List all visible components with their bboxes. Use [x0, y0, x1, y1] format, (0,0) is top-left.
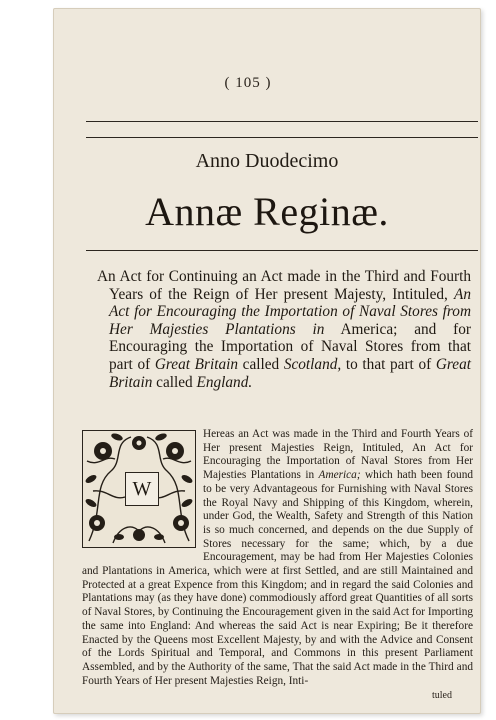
page-number: ( 105 )	[224, 75, 272, 91]
top-rule	[86, 121, 478, 122]
heading-rule	[86, 250, 478, 251]
act-title-italic-5: England.	[196, 373, 253, 391]
act-title-text-5: called	[152, 373, 197, 391]
anno-heading: Anno Duodecimo	[195, 150, 339, 172]
act-body-text-2: which hath been found to be very Advantageous for Furnishing with Naval Stores the Royal Navy and Shipping of this Kingdom, wherein, under God, the Wealth, Safety and Strength of this Nation is so much concerned, and depends on the due Supply of Stores necessary for the same; which, by a due Encouragement, may be had from Her Majesties Colonies and Plantations in America, which were at first Settled, and are still Maintained and Protected at a great Expence from this Kingdom; and in regard the said Colonies and Plantations may (as they have done) commodiously afford great Quantities of all sorts of Naval Stores, by Continuing the Encouragement given in the said Act for Importing the same into England: And whereas the said Act is near Expiring; Be it therefore Enacted by the Queens most Excellent Majesty, by and with the Advice and Consent of the Lords Spiritual and Temporal, and Commons in this present Parliament Assembled, and by the Authority of the same, That the said Act made in the Third and Fourth Years of Her present Majesties Reign, Inti-	[82, 469, 473, 687]
act-title	[97, 268, 471, 391]
act-title-italic-4: Great Britain	[109, 355, 471, 391]
reign-heading: Annæ Reginæ.	[145, 189, 389, 234]
act-title-text-1: An Act for Continuing an Act made in the Third and Fourth Years of the Reign of Her present Majesty, Intituled,	[97, 268, 471, 303]
floral-woodcut-icon	[82, 430, 196, 548]
act-body-italic-1: America;	[318, 469, 361, 482]
act-title-italic-1: An Act for Encouraging the Importation of Naval Stores from Her Majesties Plantations in	[109, 285, 471, 338]
act-body-text-1: Hereas an Act was made in the Third and Fourth Years of Her present Majesties Reign, Intituled, An Act for Encouraging the Importation of Naval Stores from Her Majesties Plantations in	[203, 428, 473, 482]
act-title-text-4: to that part of	[341, 355, 436, 373]
act-title-italic-3: Scotland,	[283, 355, 342, 373]
top-rule-second	[86, 137, 478, 138]
act-title-text-3: called	[238, 355, 284, 373]
catchword: tuled	[432, 690, 452, 701]
act-title-italic-2: Great Britain	[154, 355, 238, 373]
drop-cap-initial: W	[125, 472, 159, 506]
act-title-text-2: America; and for Encouraging the Importation of Naval Stores from that part of	[109, 320, 471, 373]
